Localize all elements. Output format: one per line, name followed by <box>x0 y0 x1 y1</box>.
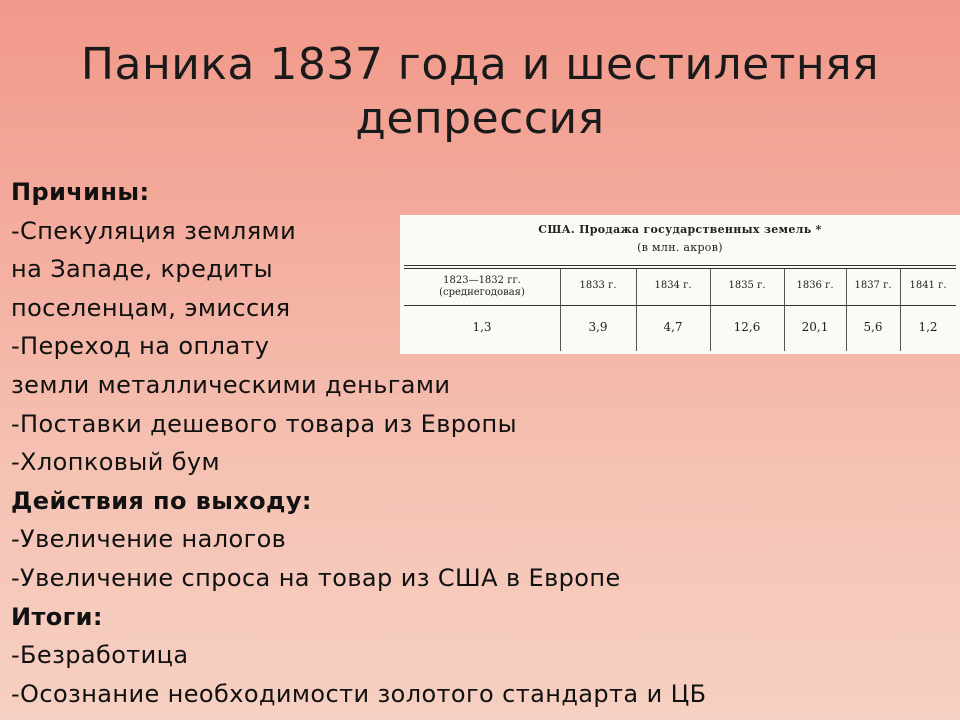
table-value-cell: 1,3 <box>472 320 492 334</box>
slide-title-line-1: Паника 1837 года и шестилетняя <box>80 39 880 90</box>
table-rule-top-2 <box>404 268 956 269</box>
body-line: -Хлопковый бум <box>11 448 221 477</box>
table-header-line: 1823—1832 гг. <box>443 275 521 286</box>
section-heading: Действия по выходу: <box>11 486 312 515</box>
body-line: -Увеличение налогов <box>11 525 287 554</box>
table-header-cell <box>846 280 900 292</box>
table-header-cell <box>636 280 710 292</box>
table-header-line: 1833 г. <box>579 280 617 291</box>
table-header-cell <box>560 280 636 292</box>
table-header-cell <box>710 280 784 292</box>
table-header-cell <box>404 275 560 299</box>
table-header-subline: (среднегодовая) <box>439 287 525 298</box>
table-header-line: 1836 г. <box>796 280 834 291</box>
slide-title <box>0 38 960 146</box>
section-heading: Причины: <box>11 178 150 206</box>
table-rule-top <box>404 265 956 266</box>
table-subcaption: (в млн. акров) <box>637 241 723 254</box>
body-line: на Западе, кредиты <box>11 255 273 284</box>
table-rule-mid <box>404 305 956 306</box>
table-value-cell: 5,6 <box>863 320 883 334</box>
body-line: -Переход на оплату <box>11 332 270 361</box>
body-line: поселенцам, эмиссия <box>11 293 291 322</box>
slide-title-line-2: депрессия <box>355 93 605 144</box>
body-line: -Спекуляция землями <box>11 216 297 245</box>
table-header-line: 1834 г. <box>654 280 692 291</box>
table-value-cell: 12,6 <box>733 320 761 334</box>
table-value-cell: 1,2 <box>918 320 938 334</box>
table-value-cell: 3,9 <box>588 320 608 334</box>
body-line: -Безработица <box>11 641 189 670</box>
table-value-cell: 20,1 <box>801 320 829 334</box>
table-header-line: 1835 г. <box>728 280 766 291</box>
section-heading: Итоги: <box>11 602 103 631</box>
body-line: -Увеличение спроса на товар из США в Европе <box>11 563 621 592</box>
land-sales-table <box>400 215 960 354</box>
table-header-cell <box>784 280 846 292</box>
body-line: -Поставки дешевого товара из Европы <box>11 409 517 438</box>
table-value-cell: 4,7 <box>663 320 683 334</box>
table-caption: США. Продажа государственных земель * <box>538 223 822 236</box>
table-header-line: 1837 г. <box>854 280 892 291</box>
body-line: -Осознание необходимости золотого стандарта и ЦБ <box>11 679 707 708</box>
table-header-line: 1841 г. <box>909 280 947 291</box>
body-line: земли металлическими деньгами <box>11 370 451 399</box>
table-header-cell <box>900 280 956 292</box>
